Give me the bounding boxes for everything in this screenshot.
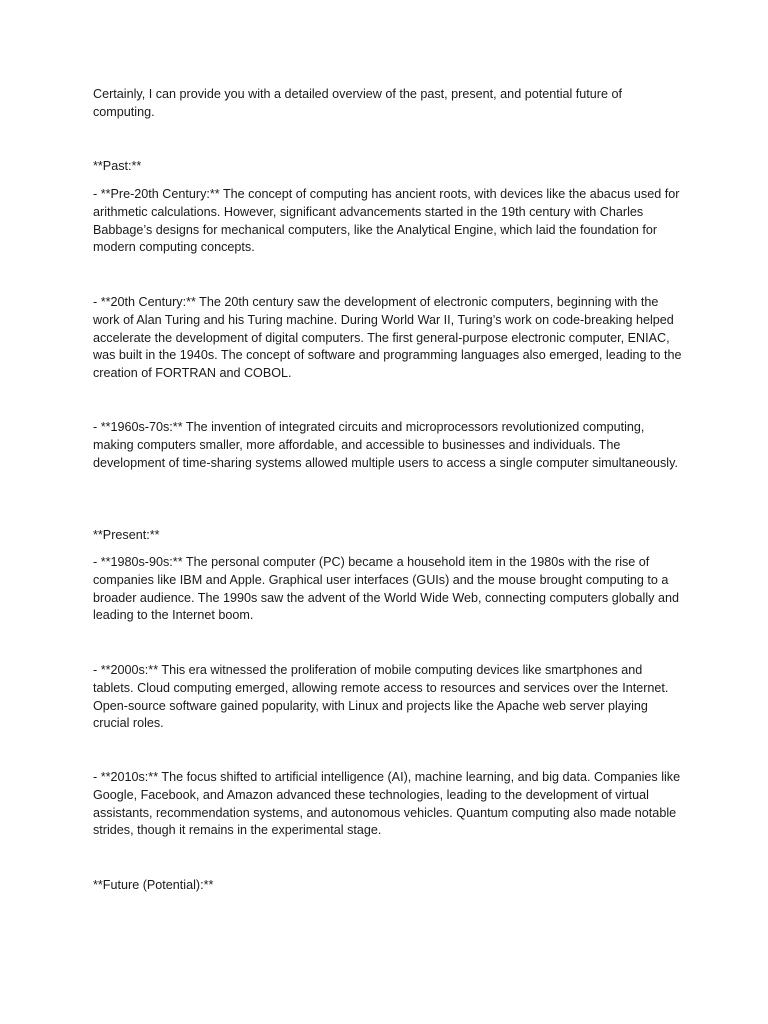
present-2000s-paragraph: - **2000s:** This era witnessed the proliferation of mobile computing devices like smartphones and tablets. Cloud computing emerged, allowing remote access to resources and services over the Internet. Open-source software gained popularity, with Linux and projects like the Apache web server playing crucial roles.	[93, 663, 669, 731]
present-1980s-paragraph: - **1980s-90s:** The personal computer (PC) became a household item in the 1980s with the rise of companies like IBM and Apple. Graphical user interfaces (GUIs) and the mouse brought computing to a broader audience. The 1990s saw the advent of the World Wide Web, connecting computers globally and leading to the Internet boom.	[93, 555, 679, 623]
future-heading: **Future (Potential):**	[93, 878, 214, 892]
past-20th-paragraph: - **20th Century:** The 20th century saw the development of electronic computers, beginning with the work of Alan Turing and his Turing machine. During World War II, Turing’s work on code-breaking helped accelerate the development of digital computers. The first general-purpose electronic computer, ENIAC, was built in the 1940s. The concept of software and programming languages also emerged, leading to the creation of FORTRAN and COBOL.	[93, 295, 682, 381]
intro-paragraph: Certainly, I can provide you with a detailed overview of the past, present, and potential future of computing.	[93, 87, 623, 119]
past-heading: **Past:**	[93, 159, 142, 173]
present-2010s-paragraph: - **2010s:** The focus shifted to artificial intelligence (AI), machine learning, and big data. Companies like Google, Facebook, and Amazon advanced these technologies, leading to the development of virtual assistants, recommendation systems, and autonomous vehicles. Quantum computing also made notable strides, though it remains in the experimental stage.	[93, 770, 681, 838]
present-heading: **Present:**	[93, 528, 160, 542]
past-pre20-paragraph: - **Pre-20th Century:** The concept of computing has ancient roots, with devices like the abacus used for arithmetic calculations. However, significant advancements started in the 19th century with Charles Babbage’s designs for mechanical computers, like the Analytical Engine, which laid the foundation for modern computing concepts.	[93, 187, 680, 255]
past-1960s-paragraph: - **1960s-70s:** The invention of integrated circuits and microprocessors revolutionized computing, making computers smaller, more affordable, and accessible to businesses and individuals. The development of time-sharing systems allowed multiple users to access a single computer simultaneously.	[93, 420, 678, 470]
